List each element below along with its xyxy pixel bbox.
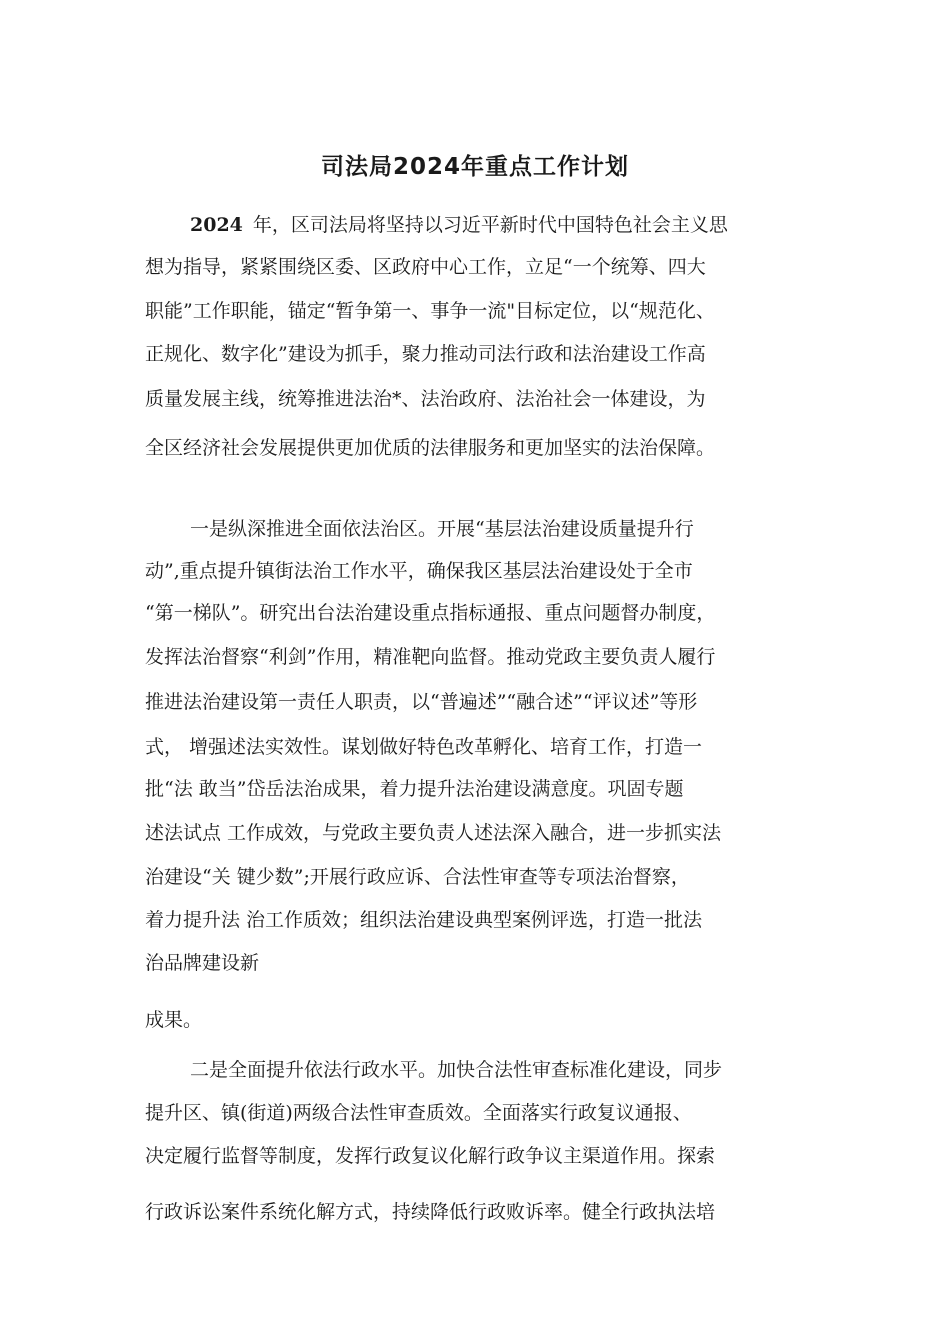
section-1-line-12: 成果。 bbox=[145, 1009, 203, 1031]
section-1-line-9: 治建设“关 键少数”;开展行政应诉、合法性审查等专项法治督察， bbox=[145, 866, 690, 888]
intro-line-3: 职能”工作职能，锚定“暂争第一、事争一流"目标定位，以“规范化、 bbox=[145, 300, 715, 322]
section-2-line-3: 决定履行监督等制度，发挥行政复议化解行政争议主渠道作用。探索 bbox=[145, 1145, 716, 1167]
intro-line-4: 正规化、数字化”建设为抓手，聚力推动司法行政和法治建设工作高 bbox=[145, 343, 706, 365]
section-2-line-2: 提升区、镇(街道)两级合法性审查质效。全面落实行政复议通报、 bbox=[145, 1102, 692, 1124]
section-2-line-4: 行政诉讼案件系统化解方式，持续降低行政败诉率。健全行政执法培 bbox=[145, 1201, 716, 1223]
section-1-line-6: 式， 增强述法实效性。谋划做好特色改革孵化、培育工作，打造一 bbox=[145, 736, 703, 758]
section-2-line-1: 二是全面提升依法行政水平。加快合法性审查标准化建设，同步 bbox=[190, 1059, 723, 1081]
section-1-line-1: 一是纵深推进全面依法治区。开展“基层法治建设质量提升行 bbox=[190, 518, 694, 540]
section-1-line-10: 着力提升法 治工作质效；组织法治建设典型案例评选，打造一批法 bbox=[145, 909, 703, 931]
section-1-line-3: “第一梯队”。研究出台法治建设重点指标通报、重点问题督办制度， bbox=[145, 602, 716, 624]
section-1-line-4: 发挥法治督察“利剑”作用，精准靶向监督。推动党政主要负责人履行 bbox=[145, 646, 716, 668]
intro-line-6: 全区经济社会发展提供更加优质的法律服务和更加坚实的法治保障。 bbox=[145, 437, 716, 459]
intro-line-1-text: 年，区司法局将坚持以习近平新时代中国特色社会主义思 bbox=[252, 214, 728, 236]
section-1-line-8: 述法试点 工作成效，与党政主要负责人述法深入融合，进一步抓实法 bbox=[145, 822, 722, 844]
intro-year: 2024 bbox=[190, 214, 243, 236]
section-1-line-11: 治品牌建设新 bbox=[145, 952, 260, 974]
intro-line-5: 质量发展主线，统筹推进法治*、法治政府、法治社会一体建设，为 bbox=[145, 388, 706, 410]
intro-line-1 bbox=[190, 211, 728, 239]
section-1-line-5: 推进法治建设第一责任人职责，以“普遍述”“融合述”“评议述”等形 bbox=[145, 691, 698, 713]
section-1-line-2: 动”,重点提升镇街法治工作水平，确保我区基层法治建设处于全市 bbox=[145, 560, 693, 582]
document-title: 司法局2024年重点工作计划 bbox=[320, 154, 629, 180]
intro-line-2: 想为指导，紧紧围绕区委、区政府中心工作，立足“一个统筹、四大 bbox=[145, 256, 706, 278]
section-1-line-7: 批“法 敢当”岱岳法治成果，着力提升法治建设满意度。巩固专题 bbox=[145, 778, 684, 800]
